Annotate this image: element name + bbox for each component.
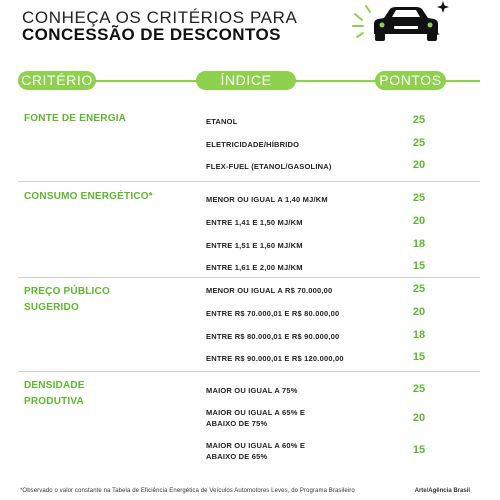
- speed-lines: [353, 6, 370, 37]
- row-label: ETANOL: [206, 117, 238, 126]
- header-pontos: PONTOS: [375, 71, 446, 90]
- footnote: *Observado o valor constante na Tabela de Eficiência Energética de Veículos Automotores Leves, do Programa Brasileiro: [20, 488, 355, 494]
- row-label: ENTRE R$ 80.000,01 E R$ 90.000,00: [206, 332, 340, 341]
- car-icon: [352, 0, 452, 50]
- row-label: MENOR OU IGUAL A 1,40 MJ/KM: [206, 195, 328, 204]
- row-label: ENTRE 1,51 E 1,60 MJ/KM: [206, 241, 303, 250]
- car-windshield: [392, 10, 420, 17]
- car-grille: [394, 26, 418, 29]
- header-indice: ÍNDICE: [196, 71, 296, 90]
- row-points: 15: [412, 444, 426, 456]
- row-label: MAIOR OU IGUAL A 60% E ABAIXO DE 65%: [206, 441, 306, 461]
- row-points: 18: [412, 329, 426, 341]
- row-points: 20: [412, 215, 426, 227]
- row-points: 20: [412, 159, 426, 171]
- section-label: FONTE DE ENERGIA: [24, 113, 127, 124]
- section-divider: [18, 181, 480, 182]
- row-label: ENTRE R$ 70.000,01 E R$ 80.000,00: [206, 309, 340, 318]
- row-points: 25: [412, 383, 426, 395]
- credit: Arte/Agência Brasil: [414, 488, 470, 494]
- row-points: 25: [412, 137, 426, 149]
- section-label: PREÇO PÚBLICO SUGERIDO: [24, 286, 110, 313]
- row-label: ENTRE 1,61 E 2,00 MJ/KM: [206, 263, 303, 272]
- title-line-2: CONCESSÃO DE DESCONTOS: [22, 25, 281, 44]
- section-divider: [18, 371, 480, 372]
- header-criterio: CRITÉRIO: [18, 71, 96, 90]
- row-label: MAIOR OU IGUAL A 65% E ABAIXO DE 75%: [206, 408, 306, 428]
- car-headlight-right: [428, 23, 433, 28]
- row-points: 25: [412, 283, 426, 295]
- car-headlight-left: [380, 23, 385, 28]
- section-label: CONSUMO ENERGÉTICO*: [24, 191, 153, 202]
- row-label: ENTRE R$ 90.000,01 E R$ 120.000,00: [206, 354, 344, 363]
- row-points: 15: [412, 260, 426, 272]
- row-points: 25: [412, 192, 426, 204]
- row-label: MENOR OU IGUAL A R$ 70.000,00: [206, 286, 333, 295]
- table-header: [18, 71, 480, 90]
- row-points: 15: [412, 351, 426, 363]
- row-points: 20: [412, 306, 426, 318]
- row-points: 20: [412, 412, 426, 424]
- section-label: DENSIDADE PRODUTIVA: [24, 380, 85, 407]
- sparkle-icon: [437, 1, 449, 13]
- row-points: 18: [412, 238, 426, 250]
- row-label: MAIOR OU IGUAL A 75%: [206, 386, 298, 395]
- title-line-1: CONHEÇA OS CRITÉRIOS PARA: [22, 8, 298, 27]
- row-label: ENTRE 1,41 E 1,50 MJ/KM: [206, 218, 303, 227]
- section-divider: [18, 277, 480, 278]
- row-label: ELETRICIDADE/HÍBRIDO: [206, 140, 300, 149]
- row-points: 25: [412, 114, 426, 126]
- row-label: FLEX-FUEL (ETANOL/GASOLINA): [206, 162, 332, 171]
